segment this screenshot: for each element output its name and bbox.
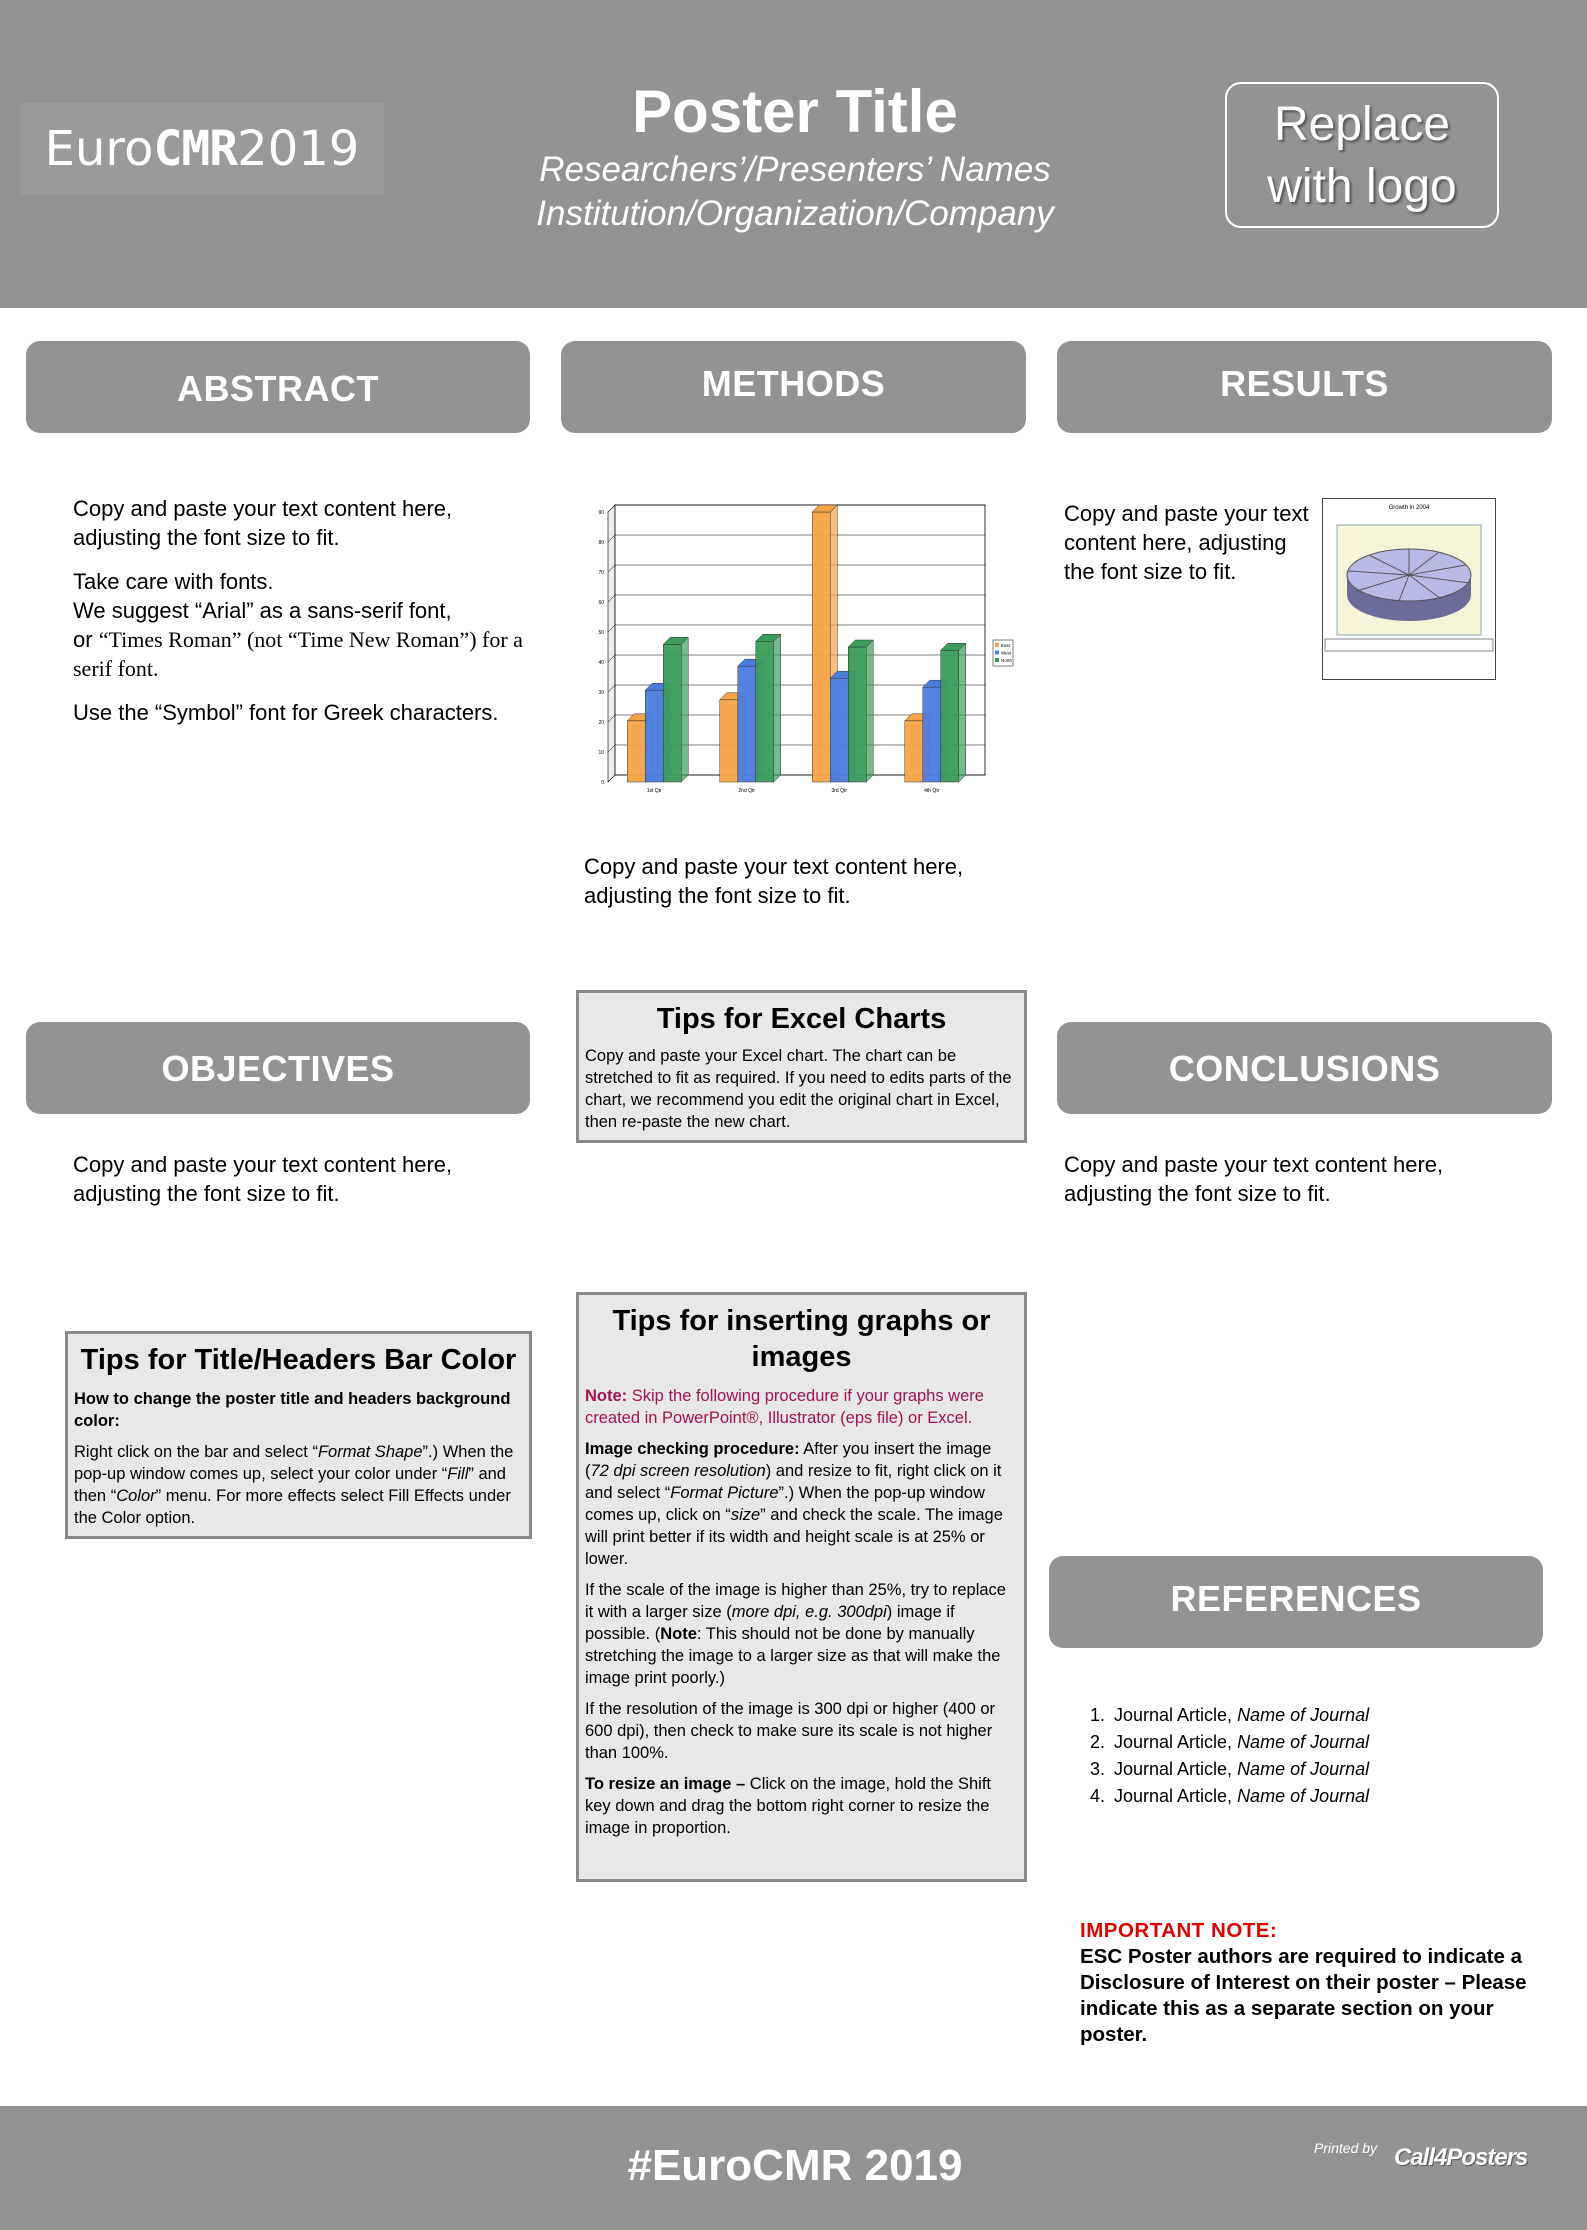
- tips-excel-title: Tips for Excel Charts: [656, 1003, 947, 1035]
- bar-side: [774, 634, 781, 782]
- bar-west: [923, 687, 941, 782]
- section-header-results: RESULTS: [1057, 341, 1552, 433]
- references-list: [1090, 1702, 1369, 1810]
- call4posters-logo: Call4Posters: [1394, 2144, 1528, 2171]
- tips-excel-body: Copy and paste your Excel chart. The chart can be stretched to fit as required. If you need to edits parts of the chart, we recommend you edit the original chart in Excel, then re-paste the new chart.: [585, 1047, 1012, 1131]
- x-tick-label: 2nd Qtr: [738, 788, 756, 794]
- x-tick-label: 1st Qtr: [646, 788, 662, 794]
- section-header-references: REFERENCES: [1049, 1556, 1543, 1648]
- methods-bar-chart: [580, 504, 1020, 800]
- reference-item: 3. Journal Article, Name of Journal: [1090, 1759, 1370, 1779]
- x-tick-label: 3rd Qtr: [831, 788, 848, 794]
- y-tick-label: 40: [598, 660, 604, 666]
- bar-north: [756, 641, 774, 782]
- pie-graphic: [1323, 511, 1495, 661]
- tips-title-bar-box: [65, 1331, 532, 1539]
- y-tick-label: 10: [598, 750, 604, 756]
- tips-images-box: [576, 1292, 1027, 1882]
- legend-label: North: [1001, 658, 1013, 663]
- tips-images-note: Note: Skip the following procedure if your graphs were created in PowerPoint®, Illustrator (eps file) or Excel.: [585, 1387, 984, 1427]
- conclusions-text: Copy and paste your text content here, adjusting the font size to fit.: [1064, 1152, 1444, 1206]
- bar-side: [866, 640, 873, 782]
- y-tick-label: 20: [598, 720, 604, 726]
- bar-north: [848, 647, 866, 782]
- bar-side: [681, 637, 688, 782]
- bar-east: [905, 721, 923, 782]
- methods-text: Copy and paste your text content here, adjusting the font size to fit.: [584, 854, 964, 908]
- bar-north: [663, 644, 681, 782]
- legend-swatch: [995, 651, 999, 655]
- logo-placeholder-line1: Replace: [1273, 98, 1451, 151]
- bar-west: [738, 666, 756, 782]
- tips-excel-box: [576, 990, 1027, 1143]
- section-header-methods: METHODS: [561, 341, 1026, 433]
- researchers-names: Researchers’/Presenters’ Names: [539, 150, 1051, 189]
- section-header-abstract: ABSTRACT: [26, 341, 530, 433]
- institution-name: Institution/Organization/Company: [536, 194, 1054, 233]
- logo-placeholder-line2: with logo: [1267, 160, 1457, 213]
- bar-north: [941, 650, 959, 782]
- results-pie-chart: [1322, 498, 1496, 680]
- y-tick-label: 60: [598, 600, 604, 606]
- tips-title-bar-body: Right click on the bar and select “Format Shape”.) When the pop-up window comes up, select your color under “Fill” and then “Color” menu. For more effects select Fill Effects under the Color option.: [74, 1443, 514, 1527]
- objectives-text: Copy and paste your text content here, adjusting the font size to fit.: [73, 1152, 453, 1206]
- printed-by-label: Printed by: [1314, 2140, 1378, 2156]
- important-note-label: IMPORTANT NOTE:: [1080, 1919, 1278, 1942]
- eurocmr-logo: EuroCMR2019: [20, 103, 384, 195]
- y-tick-label: 0: [601, 780, 604, 786]
- tips-images-scale: If the scale of the image is higher than 25%, try to replace it with a larger size (more dpi, e.g. 300dpi) image if possible. (Note: This should not be done by manually stretching the image to a larger size as that will make the image print poorly.): [585, 1581, 1006, 1687]
- reference-item: 4. Journal Article, Name of Journal: [1090, 1786, 1370, 1806]
- bar-west: [830, 678, 848, 782]
- tips-title-bar-title: Tips for Title/Headers Bar Color: [80, 1344, 517, 1376]
- tips-images-resize: To resize an image – Click on the image, hold the Shift key down and drag the bottom right corner to resize the image in proportion.: [585, 1775, 991, 1837]
- reference-item: 2. Journal Article, Name of Journal: [1090, 1732, 1370, 1752]
- section-header-conclusions: CONCLUSIONS: [1057, 1022, 1552, 1114]
- legend-swatch: [995, 658, 999, 662]
- tips-title-bar-heading: How to change the poster title and headers background color:: [74, 1390, 511, 1430]
- pie-title: Growth in 2004: [1388, 505, 1430, 511]
- chart-side-wall: [608, 505, 615, 782]
- important-note-body: ESC Poster authors are required to indicate a Disclosure of Interest on their poster – Please indicate this as a separate section on your poster.: [1080, 1945, 1527, 2046]
- tips-images-checking: Image checking procedure: After you insert the image (72 dpi screen resolution) and resize to fit, right click on it and select “Format Picture”.) When the pop-up window comes up, click on “size” and check the scale. The image will print better if its width and height scale is at 25% or lower.: [585, 1440, 1003, 1568]
- logo-placeholder: [1225, 82, 1499, 228]
- legend-swatch: [995, 643, 999, 647]
- tips-images-resolution: If the resolution of the image is 300 dpi or higher (400 or 600 dpi), then check to make sure its scale is not higher than 100%.: [585, 1700, 995, 1762]
- bar-east: [720, 700, 738, 782]
- abstract-paragraph-1: Copy and paste your text content here, adjusting the font size to fit.: [73, 496, 453, 550]
- bar-side: [959, 643, 966, 782]
- important-note: [1080, 1918, 1540, 2048]
- poster-title: Poster Title: [632, 78, 958, 145]
- reference-item: 1. Journal Article, Name of Journal: [1090, 1705, 1370, 1725]
- abstract-paragraph-2: Take care with fonts. We suggest “Arial” as a sans-serif font, or “Times Roman” (not “Time New Roman”) for a serif font.: [73, 569, 523, 681]
- section-header-objectives: OBJECTIVES: [26, 1022, 530, 1114]
- abstract-text: [73, 494, 533, 742]
- y-tick-label: 30: [598, 690, 604, 696]
- legend-label: West: [1001, 650, 1012, 656]
- bar-east: [627, 721, 645, 782]
- tips-images-title: Tips for inserting graphs or images: [612, 1305, 991, 1373]
- abstract-paragraph-3: Use the “Symbol” font for Greek characters.: [73, 700, 499, 725]
- y-tick-label: 90: [598, 510, 604, 516]
- x-tick-label: 4th Qtr: [924, 788, 940, 794]
- bar-east: [812, 512, 830, 782]
- footer-hashtag: #EuroCMR 2019: [627, 2141, 963, 2190]
- results-text: Copy and paste your text content here, adjusting the font size to fit.: [1064, 501, 1309, 584]
- bar-west: [645, 690, 663, 782]
- legend-label: East: [1001, 643, 1011, 648]
- y-tick-label: 80: [598, 540, 604, 546]
- y-tick-label: 50: [598, 630, 604, 636]
- y-tick-label: 70: [598, 570, 604, 576]
